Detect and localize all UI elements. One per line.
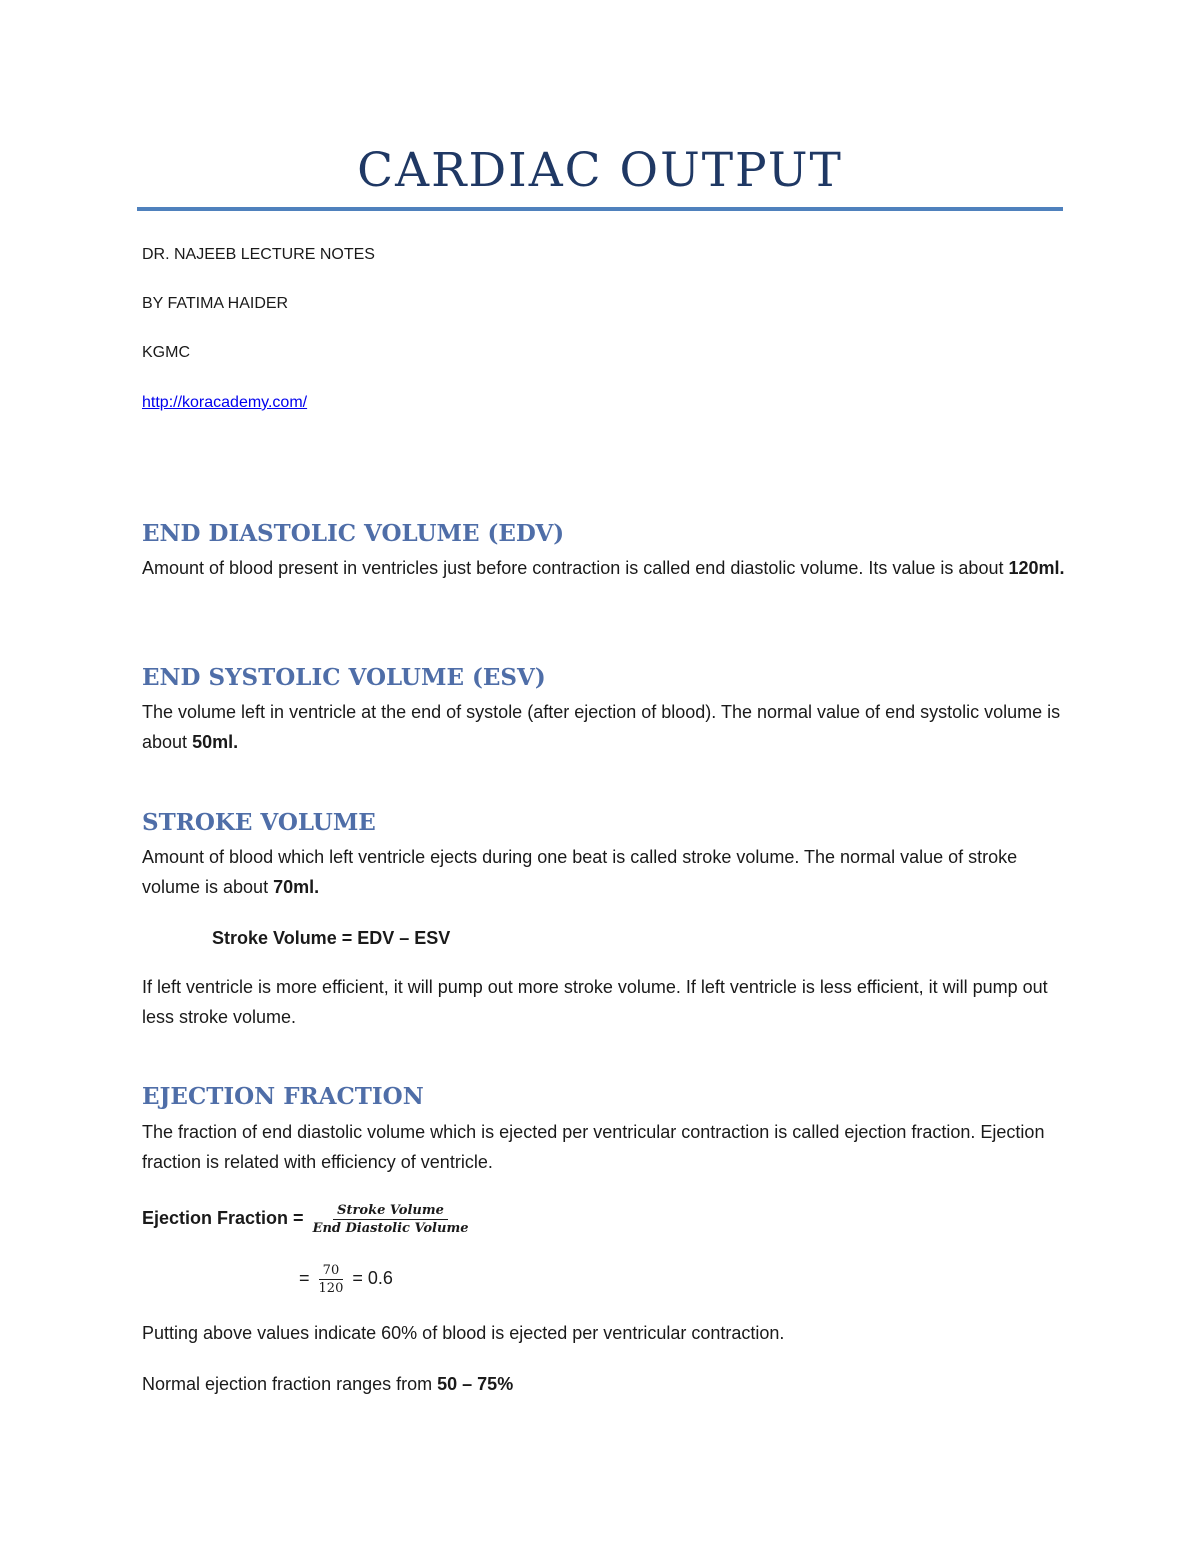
section-heading-edv: END DIASTOLIC VOLUME (EDV) (142, 520, 565, 547)
calc-fraction (315, 1262, 348, 1297)
website-link[interactable]: http://koracademy.com/ (142, 394, 308, 411)
section-heading-stroke-volume: STROKE VOLUME (142, 809, 376, 836)
lecture-source: DR. NAJEEB LECTURE NOTES (142, 246, 375, 263)
esv-value: 50ml. (192, 732, 239, 752)
ejection-fraction-range (142, 1369, 1072, 1399)
formula-denominator: End Diastolic Volume (312, 1220, 469, 1236)
section-text-esv (142, 697, 1072, 757)
stroke-volume-value: 70ml. (273, 877, 320, 897)
ejection-fraction-interpretation: Putting above values indicate 60% of blood is ejected per ventricular contraction. (142, 1323, 785, 1343)
stroke-volume-definition: Amount of blood which left ventricle ejects during one beat is called stroke volume. The normal value of stroke volume is about (142, 847, 1018, 897)
ejection-fraction-formula (142, 1198, 1072, 1238)
edv-value: 120ml. (1008, 558, 1065, 578)
section-heading-esv: END SYSTOLIC VOLUME (ESV) (142, 664, 546, 691)
stroke-volume-formula: Stroke Volume = EDV – ESV (212, 928, 451, 948)
ejection-fraction-definition: The fraction of end diastolic volume which is ejected per ventricular contraction is called ejection fraction. Ejection fraction is related with efficiency of ventricle. (142, 1122, 1045, 1172)
stroke-volume-note: If left ventricle is more efficient, it will pump out more stroke volume. If left ventricle is less efficient, it will pump out less stroke volume. (142, 977, 1048, 1027)
website-link-row (142, 394, 307, 412)
section-heading-ejection-fraction: EJECTION FRACTION (142, 1083, 424, 1110)
calc-result: = 0.6 (352, 1268, 393, 1288)
document-title: CARDIAC OUTPUT (357, 143, 843, 198)
ejection-fraction-calculation (299, 1258, 699, 1298)
author-line: BY FATIMA HAIDER (142, 295, 289, 312)
calc-numerator: 70 (319, 1262, 344, 1280)
edv-definition: Amount of blood present in ventricles just before contraction is called end diastolic volume. Its value is about (142, 558, 1004, 578)
range-text: Normal ejection fraction ranges from (142, 1374, 433, 1394)
section-text-stroke-volume (142, 842, 1072, 902)
ejection-fraction-formula-label: Ejection Fraction = (142, 1208, 304, 1228)
calc-denominator: 120 (318, 1280, 344, 1296)
section-text-edv (142, 553, 1072, 583)
range-value: 50 – 75% (437, 1374, 514, 1394)
institution-line: KGMC (142, 344, 190, 361)
ejection-fraction-fraction (309, 1202, 473, 1237)
calc-equals: = (299, 1268, 310, 1288)
esv-definition: The volume left in ventricle at the end of systole (after ejection of blood). The normal value of end systolic volume is about (142, 702, 1061, 752)
title-underline (137, 207, 1063, 211)
formula-numerator: Stroke Volume (333, 1202, 448, 1220)
